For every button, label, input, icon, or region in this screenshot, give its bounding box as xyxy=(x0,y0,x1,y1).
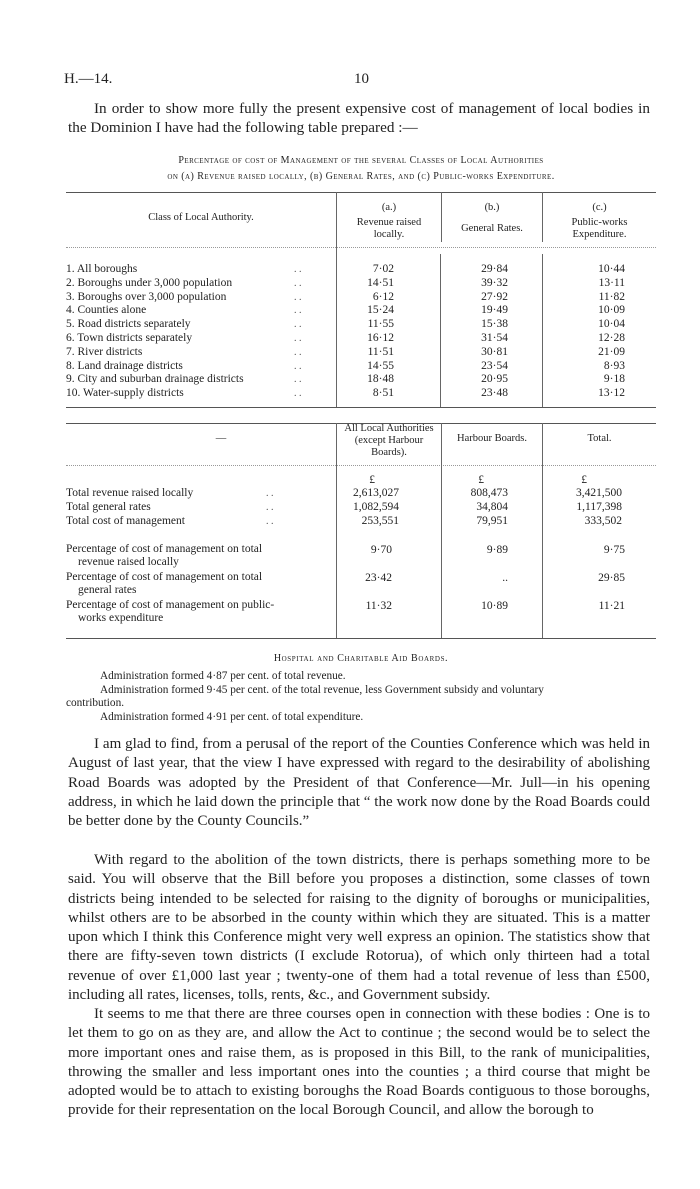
public-works-pct-cell: 13·11 xyxy=(598,276,625,289)
leader-dots: . . xyxy=(294,291,302,303)
public-works-pct-cell: 8·93 xyxy=(603,359,625,372)
paragraph-town-districts: With regard to the abolition of the town districts, there is perhaps something more to be said. You will observe that the Bill before you proposes a distinction, some classes of town districts being intended to be selected for raising to the dignity of boroughs or municipalities, whilst others are to be absorbed in the county within which they are situated. This is a matter upon which I think this Conference might very well express an opinion. The statistics show that there are fifty-seven town districts (I exclude Rotorua), of which only thirteen had a total revenue of over £1,000 last year ; twenty-one of them had a total revenue of less than £500, including all rates, licenses, tolls, rents, &c., and Government subsidy. xyxy=(68,852,650,1004)
percentage-label: Percentage of cost of management on public- works expenditure xyxy=(66,599,275,624)
authority-class-label: 5. Road districts separately xyxy=(66,318,191,331)
authority-class-label: 9. City and suburban drainage districts xyxy=(66,373,244,386)
rates-pct-cell: 23·48 xyxy=(481,387,508,400)
currency-symbol-c: £ xyxy=(581,474,587,486)
revenue-pct-cell: 6·12 xyxy=(372,290,394,303)
revenue-pct-cell: 14·55 xyxy=(367,359,394,372)
table-row xyxy=(66,318,656,331)
paragraph-counties-conference: I am glad to find, from a perusal of the report of the Counties Conference which was held in August of last year, that the view I have expressed with regard to the desirability of abolishing Road Boards was adopted by the President of that Conference—Mr. Jull—in his opening address, in which he laid down the principle that “ the work now done by the Road Boards could be better done by the County Councils.” xyxy=(68,736,650,830)
harbour-boards-pct-cell: 10·89 xyxy=(481,600,508,612)
rates-pct-cell: 27·92 xyxy=(481,290,508,303)
currency-symbol-a: £ xyxy=(369,474,375,486)
revenue-pct-cell: 15·24 xyxy=(367,304,394,317)
all-authorities-pct-cell: 11·32 xyxy=(365,600,392,612)
harbour-boards-pct-cell: 9·89 xyxy=(486,544,508,556)
authority-class-label: 2. Boroughs under 3,000 population xyxy=(66,276,233,289)
public-works-pct-cell: 10·04 xyxy=(598,318,625,331)
leader-dots: . . xyxy=(294,305,302,317)
all-authorities-cell: 253,551 xyxy=(361,515,399,527)
leader-dots: . . xyxy=(266,488,274,499)
table-row xyxy=(66,263,656,276)
authority-class-label: 4. Counties alone xyxy=(66,304,147,317)
leader-dots: . . xyxy=(266,516,274,527)
all-authorities-cell: 2,613,027 xyxy=(353,487,399,499)
hospital-heading: Hospital and Charitable Aid Boards. xyxy=(273,653,449,664)
dash-header: — xyxy=(215,433,227,444)
harbour-boards-pct-cell: .. xyxy=(502,572,508,584)
authority-class-label: 6. Town districts separately xyxy=(66,332,193,344)
total-label: Total cost of management xyxy=(66,515,185,527)
revenue-pct-cell: 7·02 xyxy=(372,263,394,275)
leader-dots: . . xyxy=(294,277,302,289)
intro-paragraph: In order to show more fully the present expensive cost of management of local bodies in the Dominion I have had the following table prepared :— xyxy=(68,100,650,136)
public-works-pct-cell: 13·12 xyxy=(598,387,625,400)
total-cell: 333,502 xyxy=(584,515,622,527)
table-row xyxy=(66,387,656,400)
col-a-header: (a.) Revenue raised locally. xyxy=(356,202,422,240)
harbour-boards-header: Harbour Boards. xyxy=(457,433,527,444)
revenue-pct-cell: 11·51 xyxy=(367,345,394,358)
total-pct-cell: 9·75 xyxy=(603,544,625,556)
table1-caption-line1: Percentage of cost of Management of the several Classes of Local Authorities xyxy=(178,155,544,166)
public-works-pct-cell: 12·28 xyxy=(598,332,625,344)
total-pct-cell: 29·85 xyxy=(598,572,625,584)
total-pct-cell: 11·21 xyxy=(598,600,625,612)
leader-dots: . . xyxy=(294,333,302,344)
percentage-label: Percentage of cost of management on total revenue raised locally xyxy=(66,543,263,568)
rates-pct-cell: 30·81 xyxy=(481,345,508,358)
rates-pct-cell: 23·54 xyxy=(481,359,508,372)
all-local-authorities-header: All Local Authorities (except Harbour Boards). xyxy=(344,423,434,458)
harbour-boards-cell: 34,804 xyxy=(476,501,508,513)
col-c-header: (c.) Public-works Expenditure. xyxy=(571,202,628,240)
revenue-pct-cell: 18·48 xyxy=(367,373,394,386)
rates-pct-cell: 15·38 xyxy=(481,318,508,331)
public-works-pct-cell: 9·18 xyxy=(603,373,625,386)
public-works-pct-cell: 11·82 xyxy=(598,290,625,303)
total-header: Total. xyxy=(587,433,612,444)
table-row xyxy=(66,277,656,290)
table1-caption xyxy=(66,153,656,185)
authority-class-label: 7. River districts xyxy=(66,345,143,358)
table-row xyxy=(66,360,656,373)
table1-caption-line2: on (a) Revenue raised locally, (b) General Rates, and (c) Public-works Expenditure. xyxy=(167,171,555,182)
total-label: Total revenue raised locally xyxy=(66,487,194,499)
public-works-pct-cell: 10·44 xyxy=(598,263,625,275)
leader-dots: . . xyxy=(294,388,302,400)
rates-pct-cell: 29·84 xyxy=(481,263,508,275)
management-cost-table xyxy=(66,192,656,407)
total-label: Total general rates xyxy=(66,501,151,513)
leader-dots: . . xyxy=(294,319,302,331)
leader-dots: . . xyxy=(294,346,302,358)
admin-line-1: Administration formed 4·87 per cent. of total revenue. xyxy=(100,670,346,682)
percentage-label: Percentage of cost of management on total general rates xyxy=(66,571,263,596)
total-cell: 3,421,500 xyxy=(576,487,622,499)
page-number: 10 xyxy=(354,71,369,87)
all-authorities-cell: 1,082,594 xyxy=(353,501,399,513)
authority-class-label: 10. Water-supply districts xyxy=(66,387,184,400)
table-row xyxy=(66,346,656,359)
leader-dots: . . xyxy=(294,360,302,372)
currency-symbol-b: £ xyxy=(478,474,484,486)
rates-pct-cell: 39·32 xyxy=(481,276,508,289)
leader-dots: . . xyxy=(294,264,302,275)
admin-line-2a: Administration formed 9·45 per cent. of the total revenue, less Government subsidy and voluntary xyxy=(100,684,544,696)
class-of-authority-header: Class of Local Authority. xyxy=(148,212,254,223)
leader-dots: . . xyxy=(294,374,302,386)
public-works-pct-cell: 21·09 xyxy=(598,345,625,358)
table-row xyxy=(66,304,656,317)
all-authorities-pct-cell: 9·70 xyxy=(370,544,392,556)
authority-class-label: 8. Land drainage districts xyxy=(66,359,183,372)
col-b-header: (b.) General Rates. xyxy=(461,202,523,234)
page-reference: H.—14. xyxy=(64,71,113,87)
admin-line-2b: contribution. xyxy=(66,697,125,709)
authority-class-label: 3. Boroughs over 3,000 population xyxy=(66,290,227,303)
harbour-boards-cell: 808,473 xyxy=(470,487,508,499)
all-authorities-pct-cell: 23·42 xyxy=(365,572,392,584)
harbour-boards-cell: 79,951 xyxy=(476,515,508,527)
revenue-pct-cell: 14·51 xyxy=(367,276,394,289)
rates-pct-cell: 19·49 xyxy=(481,304,508,317)
admin-line-3: Administration formed 4·91 per cent. of total expenditure. xyxy=(100,711,364,723)
table-row xyxy=(66,373,656,386)
paragraph-three-courses: It seems to me that there are three courses open in connection with these bodies : One is to let them to go on as they are, and allow the Act to continue ; the second would be to select the more important ones and raise them, as is proposed in this Bill, to the rank of municipalities, throwing the smaller and less important ones into the counties ; a third course that might be adopted would be to attach to existing boroughs the Road Boards contiguous to those boroughs, provide for their representation on the local Borough Council, and allow the borough to xyxy=(68,1006,650,1119)
table-row xyxy=(66,332,656,345)
total-cell: 1,117,398 xyxy=(576,501,622,513)
public-works-pct-cell: 10·09 xyxy=(598,304,625,317)
leader-dots: . . xyxy=(266,502,274,513)
table-row xyxy=(66,291,656,304)
revenue-pct-cell: 11·55 xyxy=(367,318,394,331)
authority-class-label: 1. All boroughs xyxy=(66,263,138,275)
rates-pct-cell: 31·54 xyxy=(481,332,508,344)
revenue-pct-cell: 16·12 xyxy=(367,332,394,344)
rates-pct-cell: 20·95 xyxy=(481,373,508,386)
revenue-pct-cell: 8·51 xyxy=(372,387,394,400)
totals-table xyxy=(66,423,656,638)
